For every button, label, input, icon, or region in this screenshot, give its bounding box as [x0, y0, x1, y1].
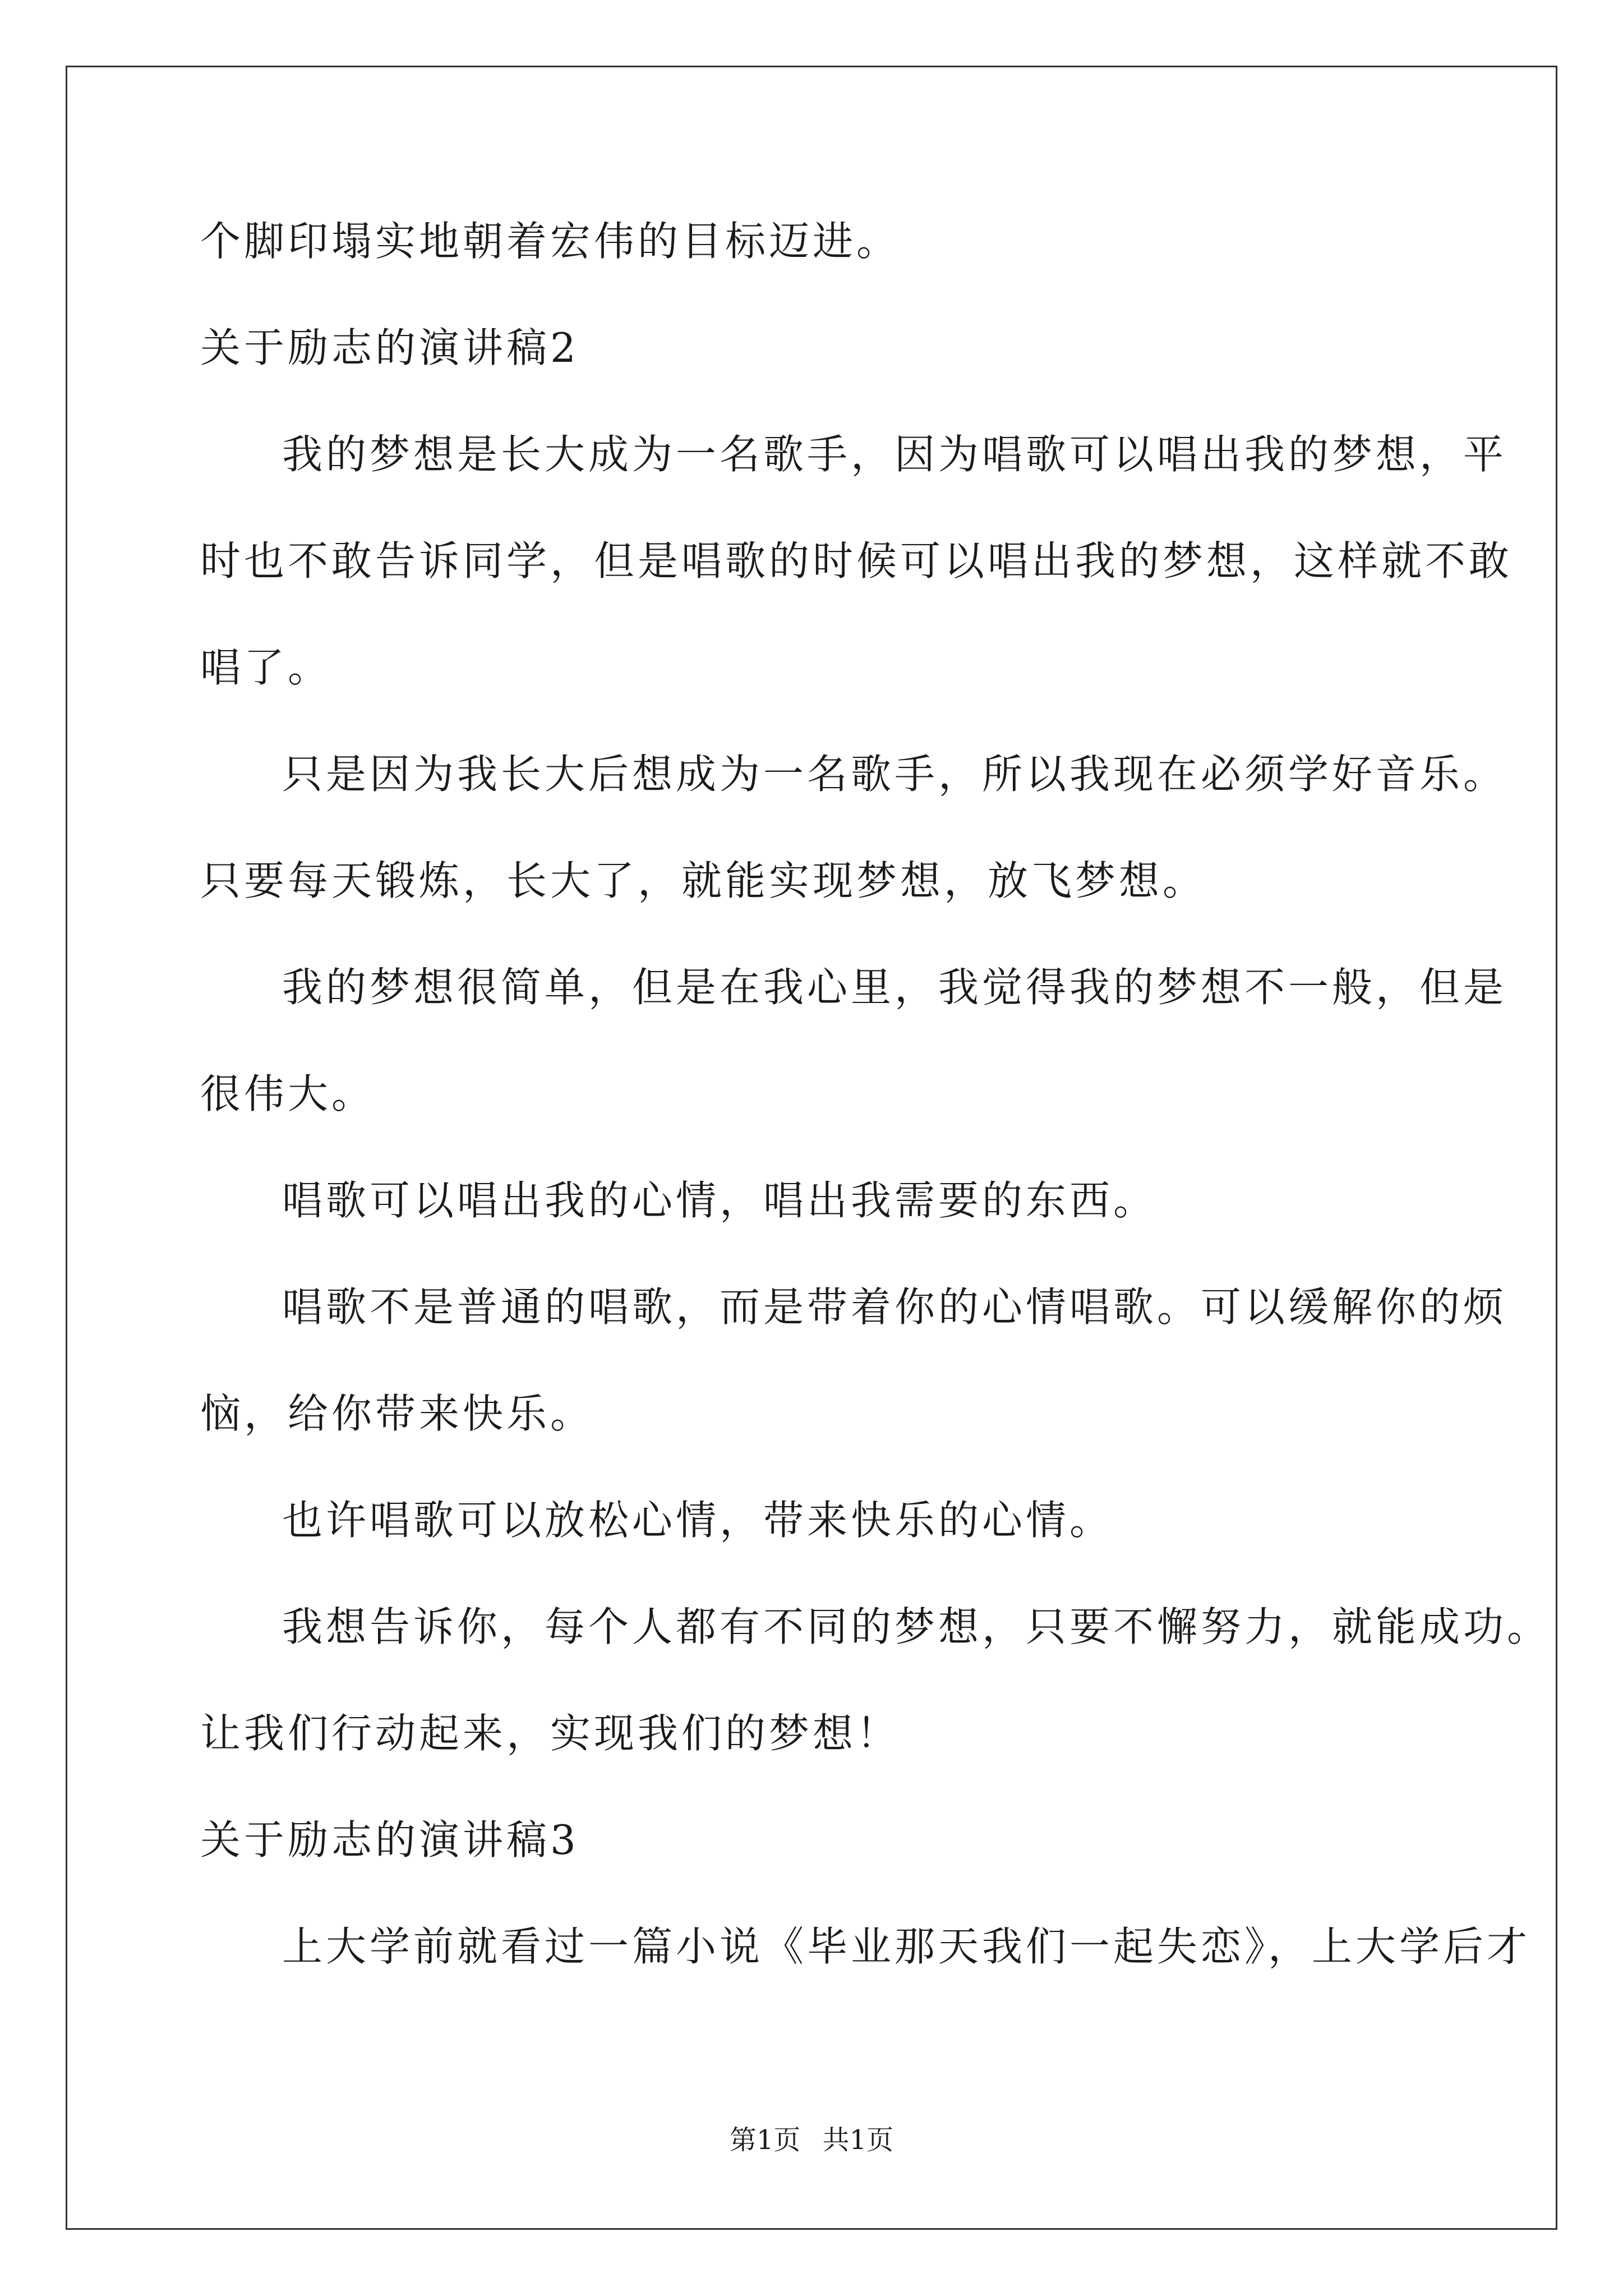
section-heading: 关于励志的演讲稿3 — [200, 1816, 579, 1864]
section-heading: 关于励志的演讲稿2 — [200, 324, 579, 371]
text-line: 我的梦想是长大成为一名歌手，因为唱歌可以唱出我的梦想，平 — [282, 431, 1507, 478]
text-line: 恼，给你带来快乐。 — [200, 1390, 594, 1437]
text-line: 也许唱歌可以放松心情，带来快乐的心情。 — [282, 1497, 1114, 1544]
page-number-current: 第1页 — [729, 2124, 801, 2156]
text-line: 唱了。 — [200, 644, 332, 691]
text-line: 时也不敢告诉同学，但是唱歌的时候可以唱出我的梦想，这样就不敢 — [200, 537, 1513, 585]
text-line: 个脚印塌实地朝着宏伟的目标迈进。 — [200, 218, 901, 265]
text-line: 唱歌可以唱出我的心情，唱出我需要的东西。 — [282, 1177, 1158, 1224]
text-line: 唱歌不是普通的唱歌，而是带着你的心情唱歌。可以缓解你的烦 — [282, 1283, 1507, 1331]
page-border — [66, 66, 1557, 2230]
text-line: 我的梦想很简单，但是在我心里，我觉得我的梦想不一般，但是 — [282, 964, 1507, 1011]
text-line: 上大学前就看过一篇小说《毕业那天我们一起失恋》，上大学后才 — [282, 1923, 1531, 1970]
text-line: 我想告诉你，每个人都有不同的梦想，只要不懈努力，就能成功。 — [282, 1603, 1551, 1650]
text-line: 只要每天锻炼，长大了，就能实现梦想，放飞梦想。 — [200, 857, 1207, 904]
page-footer — [0, 2123, 1623, 2157]
page-number-total: 共1页 — [822, 2124, 894, 2156]
text-line: 让我们行动起来，实现我们的梦想！ — [200, 1710, 901, 1757]
text-line: 很伟大。 — [200, 1070, 376, 1117]
text-line: 只是因为我长大后想成为一名歌手，所以我现在必须学好音乐。 — [282, 751, 1507, 798]
